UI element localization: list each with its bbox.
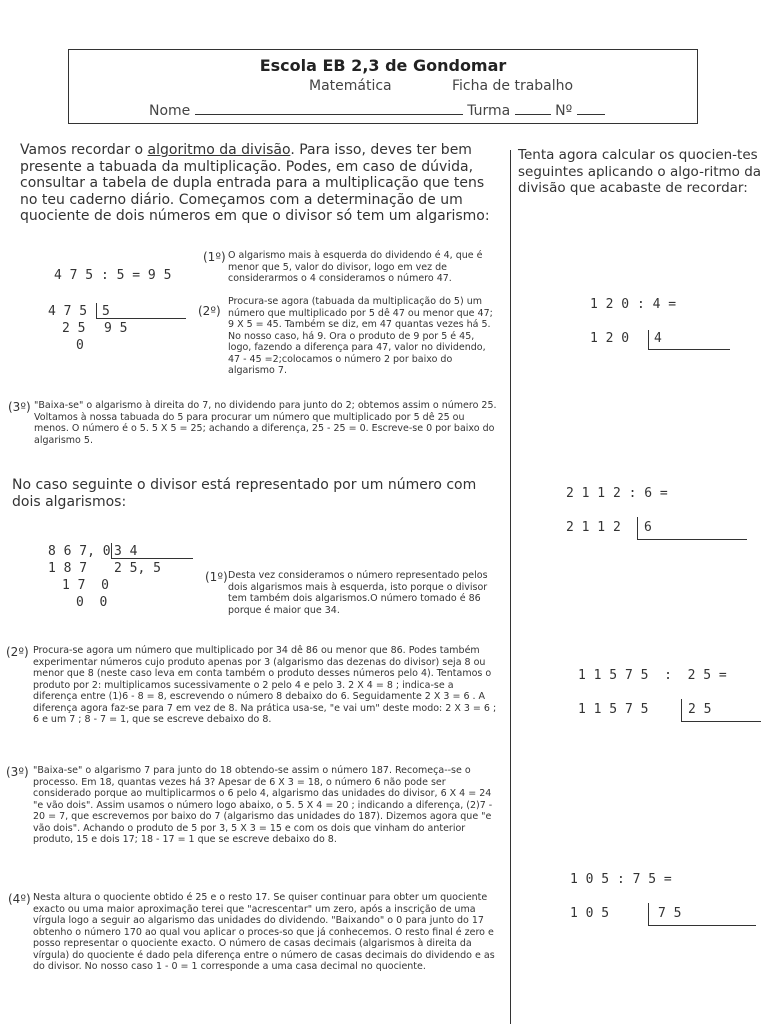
exercise4-bracket-v <box>648 903 649 925</box>
ex1-step2-num: (2º) <box>198 304 221 318</box>
example2-quotient: 2 5, 5 <box>114 561 161 576</box>
name-row <box>149 100 605 119</box>
two-digit-intro: No caso seguinte o divisor está representado por um número com dois algarismos: <box>12 477 477 510</box>
ex2-step4-text: Nesta altura o quociente obtido é 25 e o resto 17. Se quiser continuar para obter um quociente exacto ou uma maior aproximação terei que "acrescentar" um zero, após a inscrição de uma vírgula logo a seguir ao algarismo das unidades do dividendo. "Baixando" o 0 para junto do 17 obtenho o número 170 ao qual vou aplicar o proces-so que já conhecemos. O resto final é zero e posso representar o quociente exacto. O número de casas decimais (algarismos à direita da vírgula) do quociente é dado pela diferença entre o número de casas decimais do dividendo e as do divisor. No nosso caso 1 - 0 = 1 corresponde a uma casa decimal no quociente. <box>33 892 495 972</box>
example1-bracket-v <box>96 303 97 318</box>
intro-paragraph: Vamos recordar o algoritmo da divisão. Para isso, deves ter bem presente a tabuada da multiplicação. Podes, em caso de dúvida, consultar a tabela de dupla entrada para a multiplicação que tens no teu caderno diário. Começamos com a determinação de um quociente de dois números em que o divisor só tem um algarismo: <box>20 142 490 224</box>
ex2-step1-text: Desta vez consideramos o número representado pelos dois algarismos mais à esquerda, isto porque o divisor tem também dois algarismos.O número tomado é 86 porque é maior que 34. <box>228 570 488 616</box>
exercise2-answer-area[interactable] <box>640 545 747 645</box>
exercise3-bracket-v <box>681 699 682 721</box>
example1-dividend: 4 7 5 <box>48 304 88 319</box>
ex1-step1-num: (1º) <box>203 250 226 264</box>
exercise1-equation: 1 2 0 : 4 = <box>590 297 677 312</box>
exercise4-answer-area[interactable] <box>652 931 756 1016</box>
exercise1-answer-area[interactable] <box>660 356 730 456</box>
example2-bracket-v <box>111 543 112 558</box>
exercise3-bracket-h <box>681 721 761 722</box>
subject-label: Matemática <box>309 78 392 94</box>
school-name: Escola EB 2,3 de Gondomar <box>259 56 507 75</box>
exercise4-bracket-h <box>648 925 756 926</box>
number-line[interactable] <box>577 100 605 115</box>
exercise2-bracket-h <box>637 539 747 540</box>
exercise1-divisor: 4 <box>654 331 662 346</box>
exercise2-divisor: 6 <box>644 520 652 535</box>
exercise1-bracket-h <box>648 349 730 350</box>
example1-equation: 4 7 5 : 5 = 9 5 <box>54 268 172 283</box>
exercise2-dividend: 2 1 1 2 <box>566 520 621 535</box>
number-label: Nº <box>555 103 573 119</box>
name-label: Nome <box>149 103 191 119</box>
exercise3-divisor: 2 5 <box>688 702 712 717</box>
exercise3-dividend: 1 1 5 7 5 <box>578 702 649 717</box>
ex2-step2-num: (2º) <box>6 645 29 659</box>
example1-quotient: 9 5 <box>104 321 128 336</box>
exercise4-dividend: 1 0 5 <box>570 906 610 921</box>
ex2-step3-num: (3º) <box>6 765 29 779</box>
column-divider <box>510 150 511 1024</box>
class-label: Turma <box>467 103 511 119</box>
exercise1-bracket-v <box>648 330 649 349</box>
exercises-intro: Tenta agora calcular os quocien-tes seguintes aplicando o algo-ritmo da divisão que acabaste de recordar: <box>518 147 762 196</box>
ex1-step3-text: "Baixa-se" o algarismo à direita do 7, no dividendo para junto do 2; obtemos assim o número 25. Voltamos à nossa tabuada do 5 para procurar um número que multiplicado por 5 dê 25 ou menos. O número é o 5. 5 X 5 = 25; achando a diferença, 25 - 25 = 0. Escreve-se 0 por baixo do algarismo 5. <box>34 400 497 446</box>
ex1-step3-num: (3º) <box>8 400 31 414</box>
ex1-step2-text: Procura-se agora (tabuada da multiplicação do 5) um número que multiplicado por 5 dê 47 ou menor que 47; 9 X 5 = 45. Também se diz, em 47 quantas vezes há 5. No nosso caso, há 9. Ora o produto de 9 por 5 é 45, logo, fazendo a diferença para 47, valor no dividendo, 47 - 45 =2;colocamos o número 2 por baixo do algarismo 7. <box>228 296 493 376</box>
ex2-step2-text: Procura-se agora um número que multiplicado por 34 dê 86 ou menor que 86. Podes também experimentar números cujo produto apenas por 3 (algarismo das dezenas do divisor) seja 8 ou menor que 8 (neste caso leva em conta também o produto desses números pelo 4). Tentamos o produto por 2: multiplicamos sucessivamente o 2 pelo 4 e pelo 3. 2 X 4 = 8 ; indica-se a diferença entre (1)6 - 8 = 8, escrevendo o número 8 debaixo do 6. Seguidamente 2 X 3 = 6 . A diferença agora faz-se para 7 em vez de 8. Na prática usa-se, "e vai um" deste modo: 2 X 3 = 6 ; 6 e um 7 ; 8 - 7 = 1, que se escreve debaixo do 8. <box>33 645 497 725</box>
ex2-step4-num: (4º) <box>8 892 31 906</box>
example1-row3: 0 <box>76 338 84 353</box>
example1-row2: 2 5 <box>62 321 86 336</box>
example1-divisor: 5 <box>102 304 110 319</box>
class-line[interactable] <box>515 100 551 115</box>
ex1-step1-text: O algarismo mais à esquerda do dividendo é 4, que é menor que 5, valor do divisor, logo em vez de considerarmos o 4 consideramos o número 47. <box>228 250 483 284</box>
header-box <box>68 49 698 124</box>
exercise4-equation: 1 0 5 : 7 5 = <box>570 872 672 887</box>
example2-divisor: 3 4 <box>114 544 138 559</box>
example2-row3: 1 7 0 <box>62 578 109 593</box>
example2-row4: 0 0 <box>76 595 108 610</box>
exercise1-dividend: 1 2 0 <box>590 331 630 346</box>
example2-row2: 1 8 7 <box>48 561 88 576</box>
ex2-step3-text: "Baixa-se" o algarismo 7 para junto do 18 obtendo-se assim o número 187. Recomeça--se o processo. Em 18, quantas vezes há 3? Apesar de 6 X 3 = 18, o número 6 não pode ser considerado porque ao multiplicarmos o 6 pelo 4, algarismo das unidades do divisor, 6 X 4 = 24 "e vão dois". Assim usamos o número logo abaixo, o 5. 5 X 4 = 20 ; indicando a diferença, (2)7 - 20 = 7, que escrevemos por baixo do 7 (algarismo das unidades do 187). Dizemos agora que "e vão dois". Achando o produto de 5 por 3, 5 X 3 = 15 e com os dois que vinham do anterior produto, 15 e dois 17; 18 - 17 = 1 que se escreve debaixo do 8. <box>33 765 493 845</box>
exercise3-equation: 1 1 5 7 5 : 2 5 = <box>578 668 727 683</box>
exercise4-divisor: 7 5 <box>658 906 682 921</box>
ex2-step1-num: (1º) <box>205 570 228 584</box>
exercise2-equation: 2 1 1 2 : 6 = <box>566 486 668 501</box>
name-line[interactable] <box>195 100 463 115</box>
algorithm-link: algoritmo da divisão <box>147 142 291 158</box>
worksheet-label: Ficha de trabalho <box>452 78 574 94</box>
exercise2-bracket-v <box>637 517 638 539</box>
example2-dividend: 8 6 7, 0 <box>48 544 111 559</box>
exercise3-answer-area[interactable] <box>684 727 761 827</box>
